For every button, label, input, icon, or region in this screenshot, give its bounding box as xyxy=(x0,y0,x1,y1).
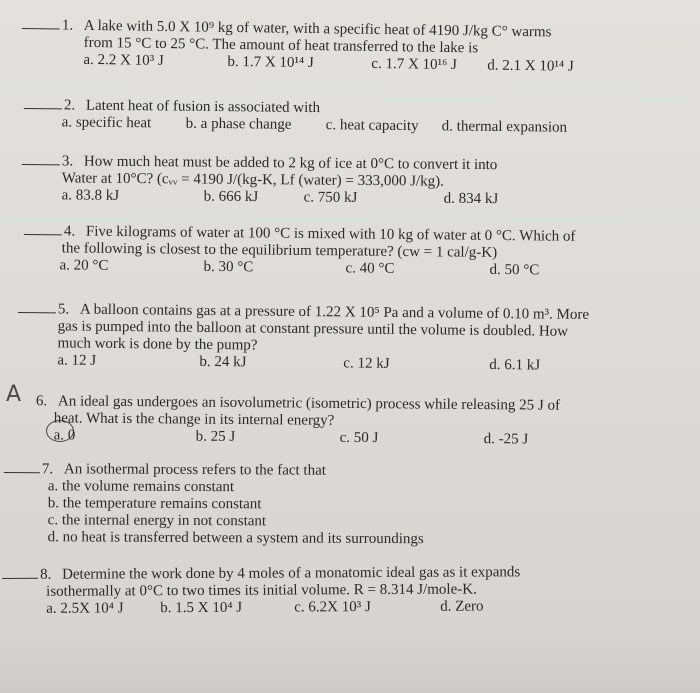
option-c: c. 750 kJ xyxy=(303,189,358,206)
option-c: c. 12 kJ xyxy=(343,355,390,372)
question-number: 6. xyxy=(35,393,48,410)
option-c: c. 1.7 X 10¹⁶ J xyxy=(371,55,458,74)
question-text: Latent heat of fusion is associated with xyxy=(85,97,321,117)
question-text: gas is pumped into the balloon at constant pressure until the volume is doubled. How xyxy=(57,318,569,340)
option-b: b. a phase change xyxy=(185,115,292,133)
question-text: An ideal gas undergoes an isovolumetric (isometric) process while releasing 25 J of xyxy=(57,393,561,414)
question-number: 2. xyxy=(63,97,76,114)
option-a: a. 12 J xyxy=(57,352,97,369)
option-d: d. 834 kJ xyxy=(443,190,499,208)
question-number: 3. xyxy=(61,153,74,170)
answer-blank[interactable] xyxy=(2,566,38,579)
option-a: a. 2.2 X 10³ J xyxy=(83,51,164,69)
option-a: a. the volume remains constant xyxy=(47,478,235,496)
question-number: 7. xyxy=(41,461,54,478)
answer-blank[interactable] xyxy=(22,16,60,30)
answer-blank[interactable] xyxy=(22,152,60,165)
question-text: isothermally at 0°C to two times its initial volume. R = 8.314 J/mole-K. xyxy=(46,581,477,600)
question-8 xyxy=(2,563,520,618)
answer-blank[interactable] xyxy=(24,222,62,235)
question-text: Five kilograms of water at 100 °C is mixed with 10 kg of water at 0 °C. Which of xyxy=(85,223,576,245)
answer-blank[interactable] xyxy=(24,96,62,109)
handwritten-answer-a: A xyxy=(6,382,22,407)
option-c: c. the internal energy in not constant xyxy=(47,512,267,530)
option-a: a. 83.8 kJ xyxy=(61,187,120,204)
photo-shadow xyxy=(0,633,700,693)
question-3 xyxy=(22,152,498,208)
question-number: 8. xyxy=(40,566,52,583)
question-text: from 15 °C to 25 °C. The amount of heat transferred to the lake is xyxy=(83,34,479,57)
option-b: b. 24 kJ xyxy=(199,353,247,371)
question-1 xyxy=(21,16,574,75)
option-c: c. 40 °C xyxy=(345,260,395,277)
answer-blank[interactable] xyxy=(4,460,40,473)
question-number: 1. xyxy=(61,17,74,34)
question-text: heat. What is the change in its internal energy? xyxy=(53,410,335,429)
answer-blank[interactable] xyxy=(18,300,56,313)
question-6 xyxy=(14,392,561,449)
option-b: b. 30 °C xyxy=(203,258,254,276)
option-a: a. 2.5X 10⁴ J xyxy=(46,600,124,617)
option-b: b. 25 J xyxy=(195,428,236,445)
option-c: c. heat capacity xyxy=(325,117,419,135)
question-text: Determine the work done by 4 moles of a monatomic ideal gas as it expands xyxy=(62,564,521,583)
option-d: d. thermal expansion xyxy=(441,118,568,136)
question-text: much work is done by the pump? xyxy=(57,335,258,354)
option-d: d. 2.1 X 10¹⁴ J xyxy=(487,57,574,75)
option-d: d. 6.1 kJ xyxy=(489,356,541,374)
question-text: Water at 10°C? (cᵥᵥ = 4190 J/(kg-K, Lf (water) = 333,000 J/kg). xyxy=(61,170,444,190)
question-2 xyxy=(24,96,568,136)
option-b: b. the temperature remains constant xyxy=(47,495,262,513)
option-d: d. Zero xyxy=(440,598,484,615)
option-d: d. 50 °C xyxy=(489,261,540,279)
question-text: A lake with 5.0 X 10⁹ kg of water, with a specific heat of 4190 J/kg C° warms xyxy=(83,17,552,41)
option-c: c. 50 J xyxy=(339,429,379,447)
option-a: a. 0 xyxy=(53,427,76,444)
option-a: a. 20 °C xyxy=(59,257,109,274)
option-a: a. specific heat xyxy=(61,114,152,132)
question-5 xyxy=(17,300,589,375)
option-b: b. 666 kJ xyxy=(203,188,259,206)
question-number: 5. xyxy=(57,301,70,318)
question-text: the following is closest to the equilibrium temperature? (cw = 1 cal/g-K) xyxy=(61,240,498,261)
question-4 xyxy=(23,222,575,280)
option-c: c. 6.2X 10³ J xyxy=(294,599,371,616)
option-d: d. no heat is transferred between a system and its surroundings xyxy=(47,529,424,548)
option-b: b. 1.7 X 10¹⁴ J xyxy=(227,53,314,72)
option-d: d. -25 J xyxy=(483,431,529,448)
question-text: How much heat must be added to 2 kg of ice at 0°C to convert it into xyxy=(83,153,498,174)
option-b: b. 1.5 X 10⁴ J xyxy=(160,599,243,617)
question-number: 4. xyxy=(63,223,76,240)
answer-blank[interactable] xyxy=(14,392,34,405)
question-7 xyxy=(4,460,425,548)
question-text: A balloon contains gas at a pressure of 1.22 X 10⁵ Pa and a volume of 0.10 m³. More xyxy=(79,301,590,323)
question-text: An isothermal process refers to the fact that xyxy=(63,461,326,479)
